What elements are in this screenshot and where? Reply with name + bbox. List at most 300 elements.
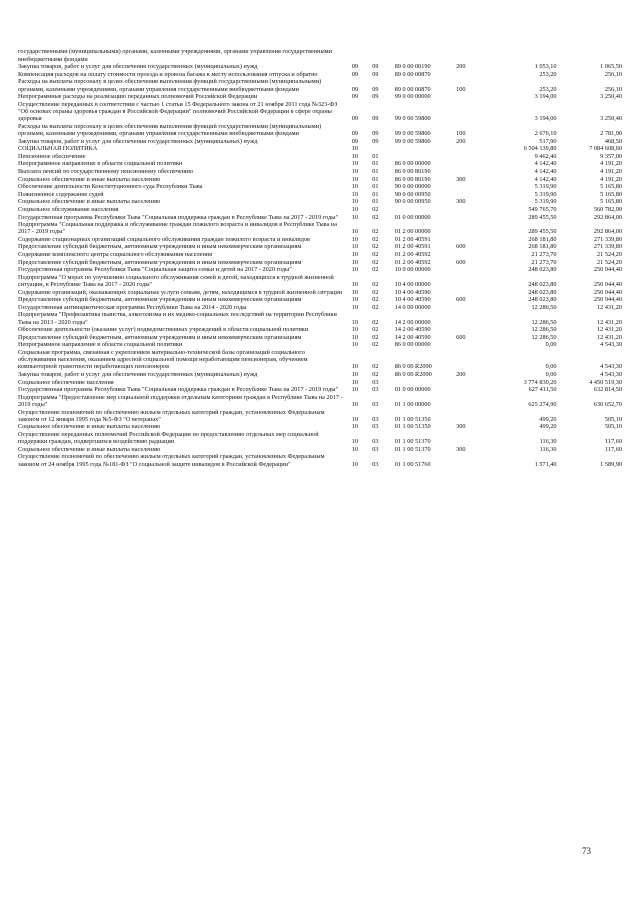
row-expense-type [456,431,489,446]
row-amount-first: 625 274,90 [528,401,557,408]
row-target-article: 99 0 00 59800 [394,129,431,137]
row-subsection: 02 [372,318,379,326]
row-subsection: 02 [372,341,379,349]
row-amount-first: 0,00 [545,363,557,371]
row-section: 10 [351,152,358,160]
row-name: Социальная программа, связанная с укреплением материально-технической базы организаций социального обслуживания населения, оказанием адресной социальной помощи неработающим пенсионерам, обучением компьютерной грамотности неработающих пенсионеров [18,349,308,371]
row-name: Государственная программа Республики Тыва "Социальная поддержка граждан в Республике Тыва на 2017 - 2019 годы" [18,386,339,394]
row-section: 09 [351,129,358,137]
row-subsection: 02 [372,296,379,304]
row-target-article [395,48,456,63]
row-target-article: 14 2 00 40590 [394,333,431,341]
row-expense-type [456,145,489,153]
row-section: 10 [351,341,358,349]
table-row [18,311,622,326]
row-amount-first: 5 319,90 [534,198,557,206]
table-row [18,258,622,266]
row-name: Социальное обеспечение населения [18,378,114,386]
row-amount-first: 21 273,70 [531,258,557,266]
row-target-article: 10 4 00 00000 [394,281,431,289]
row-name: Социальное обеспечение и иные выплаты населению [18,175,161,183]
row-name: Предоставление субсидий бюджетным, автономным учреждениям и иным некоммерческим организациям [18,243,302,251]
row-section: 10 [351,423,358,431]
row-section: 10 [351,235,358,243]
row-target-article: 01 0 00 00000 [394,213,431,221]
row-name: Закупка товаров, работ и услуг для обеспечения государственных (муниципальных) нужд [18,371,258,379]
row-expense-type: 100 [456,85,466,93]
row-amount-second: 256,10 [604,85,622,93]
row-subsection: 02 [372,235,379,243]
row-expense-type [456,48,489,63]
row-name: Подпрограмма "Предоставление мер социальной поддержки отдельным категориям граждан в Республике Тыва на 2017 - 2019 годы" [18,393,343,408]
row-section: 10 [351,415,358,423]
row-expense-type [456,183,489,191]
row-subsection: 02 [372,326,379,334]
row-target-article: 01 0 00 00000 [394,386,431,394]
row-expense-type [456,378,489,386]
row-amount-second: 5 165,80 [600,198,622,206]
row-amount-first: 12 286,50 [531,303,557,311]
row-expense-type [456,206,489,214]
row-target-article: 14 2 00 00000 [394,318,431,326]
table-row [18,243,622,251]
table-row [18,70,622,78]
row-target-article: 14 2 00 40590 [394,326,431,334]
row-expense-type: 600 [456,333,466,341]
row-name: Социальное обеспечение и иные выплаты населению [18,198,161,206]
row-subsection: 03 [372,460,379,468]
row-expense-type [456,168,489,176]
row-amount-first: 2 676,10 [534,129,557,137]
table-row [18,303,622,311]
row-name: Содержание комплексного центра социального обслуживания населения [18,251,213,259]
row-expense-type [456,221,489,236]
row-expense-type [456,93,489,101]
row-section: 10 [351,303,358,311]
row-expense-type [456,326,489,334]
table-row [18,266,622,274]
row-name: Компенсация расходов на оплату стоимости проезда и провоза багажа к месту использования отпуска и обратно [18,70,318,78]
row-expense-type [456,341,489,349]
row-amount-first: 248 023,80 [528,288,557,296]
row-name: Социальное обеспечение и иные выплаты населению [18,445,161,453]
row-expense-type: 200 [456,371,466,379]
row-amount-first: 6 504 139,80 [523,145,557,153]
row-amount-first: 248 023,80 [528,266,557,274]
row-subsection: 02 [372,363,379,371]
row-name: Государственная антинаркотическая программа Республики Тыва на 2014 - 2020 годы [18,303,247,311]
table-row [18,206,622,214]
row-amount-first: 116,30 [539,438,557,446]
row-amount-second: 4 191,20 [600,160,622,168]
row-target-article: 01 1 00 51370 [394,438,431,446]
row-subsection: 03 [372,423,379,431]
row-target-article: 86 0 00 80190 [394,167,431,175]
row-amount-first: 21 273,70 [531,251,557,259]
row-amount-second: 292 864,00 [593,228,622,236]
row-name: Содержание организаций, оказывающих социальные услуги семьям, детям, находящимся в трудной жизненной ситуации [18,288,343,296]
row-expense-type [456,213,489,221]
row-amount-first: 3 194,00 [534,93,557,101]
row-subsection: 02 [372,213,379,221]
budget-table-body [18,48,622,468]
row-expense-type [456,393,489,408]
row-section: 10 [351,228,358,236]
table-row [18,431,622,446]
row-amount-first: 0,00 [545,371,557,379]
row-target-article: 90 0 00 00000 [394,183,431,191]
row-amount-first: 4 142,40 [534,175,557,183]
row-subsection: 09 [372,115,379,123]
table-row [18,341,622,349]
table-row [18,93,622,101]
row-section: 10 [351,401,358,408]
budget-table [18,48,622,468]
row-amount-second: 9 357,00 [600,152,622,160]
table-row [18,63,622,71]
row-name: СОЦИАЛЬНАЯ ПОЛИТИКА [18,145,98,153]
row-target-article: 01 1 00 51760 [394,460,431,468]
row-target-article: 01 1 00 51370 [394,445,431,453]
row-subsection: 02 [372,288,379,296]
row-amount-first: 3 774 830,20 [523,378,557,386]
row-amount-second: 5 165,80 [600,183,622,191]
row-amount-second: 3 250,40 [600,93,622,101]
row-target-article: 01 2 00 40592 [394,258,431,266]
row-target-article: 99 0 00 59800 [394,115,431,123]
row-section: 10 [351,190,358,198]
row-amount-first: 499,20 [539,423,557,431]
row-amount-first: 268 181,80 [528,235,557,243]
row-subsection: 02 [372,205,379,213]
table-row [18,122,622,137]
row-section: 10 [351,371,358,379]
row-expense-type [456,190,489,198]
row-section: 09 [351,63,358,71]
row-amount-second: 2 781,90 [600,129,622,137]
table-row [18,296,622,304]
budget-table-page [18,48,622,468]
row-target-article: 89 0 00 00190 [394,63,431,71]
row-section: 09 [351,70,358,78]
row-name: Закупка товаров, работ и услуг для обеспечения государственных (муниципальных) нужд [18,137,258,145]
row-name: Предоставление субсидий бюджетным, автономным учреждениям и иным некоммерческим организациям [18,296,302,304]
row-amount-second: 505,10 [604,415,622,423]
row-subsection: 03 [372,445,379,453]
table-row [18,349,622,371]
row-section: 09 [351,137,358,145]
row-target-article: 01 2 00 40591 [394,235,431,243]
row-section: 10 [351,333,358,341]
row-subsection: 03 [372,378,379,386]
row-section: 10 [351,288,358,296]
row-subsection: 01 [372,190,379,198]
row-subsection: 02 [372,251,379,259]
row-target-article: 01 1 00 51350 [394,415,431,423]
row-amount-first: 549 765,70 [528,205,557,213]
row-name: Предоставление субсидий бюджетным, автономным учреждениям и иным некоммерческим организациям [18,333,302,341]
row-amount-first: 289 455,50 [528,213,557,221]
row-amount-second: 4 543,30 [600,363,622,371]
table-row [18,221,622,236]
row-expense-type: 100 [456,129,466,137]
row-subsection: 01 [372,152,379,160]
row-amount-second: 256,10 [604,70,622,78]
row-amount-second: 4 450 519,30 [589,378,622,386]
row-amount-first: 3 194,00 [534,115,557,123]
row-subsection: 02 [372,258,379,266]
row-amount-first: 253,20 [539,85,557,93]
row-name: Обеспечение деятельности Конституционного суда Республики Тыва [18,183,203,191]
row-expense-type: 600 [456,258,466,266]
row-amount-second: 292 864,00 [593,213,622,221]
row-target-article [395,145,456,153]
row-subsection: 09 [372,129,379,137]
row-section: 09 [351,115,358,123]
table-row [18,386,622,394]
row-subsection [372,48,395,63]
row-expense-type [456,236,489,244]
table-row [18,198,622,206]
row-amount-first: 1 571,40 [534,460,557,468]
row-name: Непрограммное направление в области социальной политики [18,160,183,168]
table-row [18,288,622,296]
row-section: 10 [351,175,358,183]
row-subsection [372,145,395,153]
table-row [18,145,622,153]
row-name: Непрограммное направление в области социальной политики [18,341,183,349]
row-section: 10 [351,266,358,274]
row-amount-second [561,48,622,63]
row-amount-second: 632 814,50 [593,386,622,394]
row-amount-second: 250 944,40 [593,281,622,289]
row-amount-second: 12 431,20 [597,318,622,326]
row-amount-first: 4 142,40 [534,167,557,175]
row-name: Расходы на выплаты персоналу в целях обеспечения выполнения функций государственными (муниципальными) органами, казенными учреждениями, органами управления государственными внебюджетными фондами [18,78,322,93]
row-section: 10 [351,438,358,446]
row-section: 10 [351,281,358,289]
row-amount-second: 560 782,90 [593,205,622,213]
row-amount-second: 12 431,20 [597,333,622,341]
row-section: 10 [351,378,358,386]
row-name: Обеспечение деятельности (оказание услуг) подведомственных учреждений в области социальной политики [18,326,309,334]
table-row [18,137,622,145]
row-amount-second: 117,60 [605,445,622,453]
row-amount-second: 271 339,80 [593,235,622,243]
row-amount-first: 5 319,90 [534,183,557,191]
row-target-article: 89 0 00 00870 [394,70,431,78]
row-expense-type [456,160,489,168]
row-amount-first: 248 023,80 [528,296,557,304]
table-row [18,48,622,63]
table-row [18,190,622,198]
row-expense-type [456,408,489,423]
row-section: 10 [351,183,358,191]
row-name: Предоставление субсидий бюджетным, автономным учреждениям и иным некоммерческим организациям [18,258,302,266]
row-subsection: 03 [372,401,379,408]
row-section: 10 [351,386,358,394]
row-section: 10 [351,160,358,168]
table-row [18,183,622,191]
row-target-article: 99 0 00 00000 [394,93,431,101]
row-target-article: 86 0 00 R2090 [394,363,432,371]
row-subsection: 02 [372,243,379,251]
row-amount-second: 630 652,70 [593,401,622,408]
row-section: 09 [351,93,358,101]
row-target-article: 86 0 00 00000 [394,341,431,349]
row-target-article: 10 4 00 40590 [394,296,431,304]
row-amount-first: 499,20 [539,415,557,423]
row-section [352,48,372,63]
row-expense-type [456,273,489,288]
row-amount-second: 4 191,20 [600,167,622,175]
row-section: 10 [351,167,358,175]
row-amount-second: 21 524,20 [597,258,622,266]
row-section: 09 [351,85,358,93]
row-amount-second: 3 250,40 [600,115,622,123]
row-expense-type [456,288,489,296]
row-subsection: 09 [372,137,379,145]
row-section: 10 [351,251,358,259]
page-number: 73 [582,846,591,856]
row-name: государственными (муниципальными) органами, казенными учреждениями, органами управления государственными внебюджетными фондами [18,48,332,63]
row-subsection: 09 [372,70,379,78]
table-row [18,371,622,379]
row-expense-type [456,266,489,274]
row-section: 10 [351,296,358,304]
row-subsection: 01 [372,175,379,183]
row-amount-first: 517,90 [539,137,557,145]
row-subsection: 02 [372,303,379,311]
row-expense-type [456,251,489,259]
row-subsection: 09 [372,63,379,71]
row-amount-first: 9 462,40 [534,152,557,160]
table-row [18,152,622,160]
table-row [18,175,622,183]
row-target-article: 01 1 00 00000 [394,401,431,408]
table-row [18,333,622,341]
row-expense-type [456,100,489,122]
row-amount-second: 12 431,20 [597,303,622,311]
row-amount-first: 116,30 [539,445,557,453]
row-name: Осуществление полномочий по обеспечению жильем отдельных категорий граждан, установленных Федеральным законом от 24 ноября 1995 года №181-ФЗ "О социальной защите инвалидов в Российской Федерации" [18,453,325,468]
row-subsection: 01 [372,167,379,175]
row-expense-type: 300 [456,198,466,206]
row-name: Осуществление переданных в соответствии с частью 1 статьи 15 Федерального закона от 21 ноября 2011 года №323-ФЗ "Об основах охраны здоровья граждан в Российской Федерации" полномочий Российской Федерации в сфере охраны здоровья [18,100,338,123]
row-name: Социальное обеспечение и иные выплаты населению [18,423,161,431]
row-name: Подпрограмма "Социальная поддержка и обслуживание граждан пожилого возраста и инвалидов в Республике Тыва на 2017 - 2019 годы" [18,221,338,236]
row-target-article: 99 0 00 59800 [394,137,431,145]
row-target-article [395,378,456,386]
row-expense-type: 200 [456,63,466,71]
row-section: 10 [351,445,358,453]
row-target-article: 14 0 00 00000 [394,303,431,311]
row-expense-type [456,152,489,160]
row-target-article: 01 1 00 51350 [394,423,431,431]
table-row [18,213,622,221]
row-amount-first: 627 411,50 [528,386,557,394]
row-expense-type [456,311,489,326]
table-row [18,378,622,386]
row-amount-second: 4 543,30 [600,341,622,349]
row-name: Пожизненное содержание судей [18,190,104,198]
row-subsection: 03 [372,386,379,394]
row-amount-first: 4 142,40 [534,160,557,168]
row-amount-second: 468,50 [604,137,622,145]
table-row [18,393,622,408]
row-subsection: 02 [372,228,379,236]
row-name: Осуществление полномочий по обеспечению жильем отдельных категорий граждан, установленных Федеральным законом от 12 января 1995 года №5-ФЗ "О ветеранах" [18,408,325,423]
row-expense-type [456,386,489,394]
table-row [18,251,622,259]
row-name: Подпрограмма "Профилактика пьянства, алкоголизма и их медико-социальных последствий на территории Республики Тыва на 2013 - 2020 годы" [18,311,337,326]
row-target-article: 86 0 00 80190 [394,175,431,183]
row-amount-second: 250 944,40 [593,296,622,304]
row-amount-second: 21 524,20 [597,251,622,259]
row-section: 10 [351,326,358,334]
row-name: Содержание стационарных организаций социального обслуживания граждан пожилого возраста и инвалидов [18,235,310,243]
row-expense-type [456,70,489,78]
row-section: 10 [351,258,358,266]
row-subsection: 02 [372,371,379,379]
row-section: 10 [351,460,358,468]
row-target-article: 10 0 00 00000 [394,266,431,274]
row-expense-type: 300 [456,445,466,453]
row-name: Социальное обслуживание населения [18,205,119,213]
row-amount-second: 271 339,80 [593,243,622,251]
row-amount-first: 289 455,50 [528,228,557,236]
row-name: Пенсионное обеспечение [18,152,86,160]
row-subsection: 01 [372,198,379,206]
row-expense-type: 300 [456,175,466,183]
row-target-article: 10 4 00 40590 [394,288,431,296]
row-amount-second: 7 084 608,60 [589,145,622,153]
row-amount-first: 12 286,50 [531,326,557,334]
table-row [18,236,622,244]
row-target-article: 86 0 00 00000 [394,160,431,168]
row-amount-second: 117,60 [605,438,622,446]
row-target-article: 90 0 00 00950 [394,190,431,198]
row-name: Расходы на выплаты персоналу в целях обеспечения выполнения функций государственными (муниципальными) органами, казенными учреждениями, органами управления государственными внебюджетными фондами [18,122,322,137]
row-target-article [395,206,456,214]
table-row [18,168,622,176]
table-row [18,326,622,334]
row-amount-second: 4 191,20 [600,175,622,183]
table-row [18,78,622,93]
row-name: Государственная программа Республики Тыва "Социальная защита семьи и детей на 2017 - 2020 годы" [18,266,292,274]
row-name: Выплата пенсий по государственному пенсионному обеспечению [18,167,194,175]
row-section: 10 [351,243,358,251]
row-section: 10 [351,145,358,153]
row-expense-type: 200 [456,137,466,145]
table-row [18,408,622,423]
table-row [18,100,622,122]
row-expense-type [456,349,489,371]
row-amount-first: 12 286,50 [531,333,557,341]
row-target-article: 01 2 00 00000 [394,228,431,236]
row-amount-second: 250 944,40 [593,266,622,274]
row-amount-second: 4 543,30 [600,371,622,379]
row-name: Осуществление переданных полномочий Российской Федерации по предоставлению отдельных мер социальной поддержки граждан, подвергшихся воздействию радиации [18,430,319,446]
row-amount-first: 253,20 [539,70,557,78]
row-target-article: 89 0 00 00870 [394,85,431,93]
row-expense-type: 300 [456,423,466,431]
row-subsection: 09 [372,93,379,101]
table-row [18,453,622,468]
row-amount-first: 12 286,50 [531,318,557,326]
row-subsection: 03 [372,438,379,446]
row-amount-second: 1 065,50 [600,63,622,71]
